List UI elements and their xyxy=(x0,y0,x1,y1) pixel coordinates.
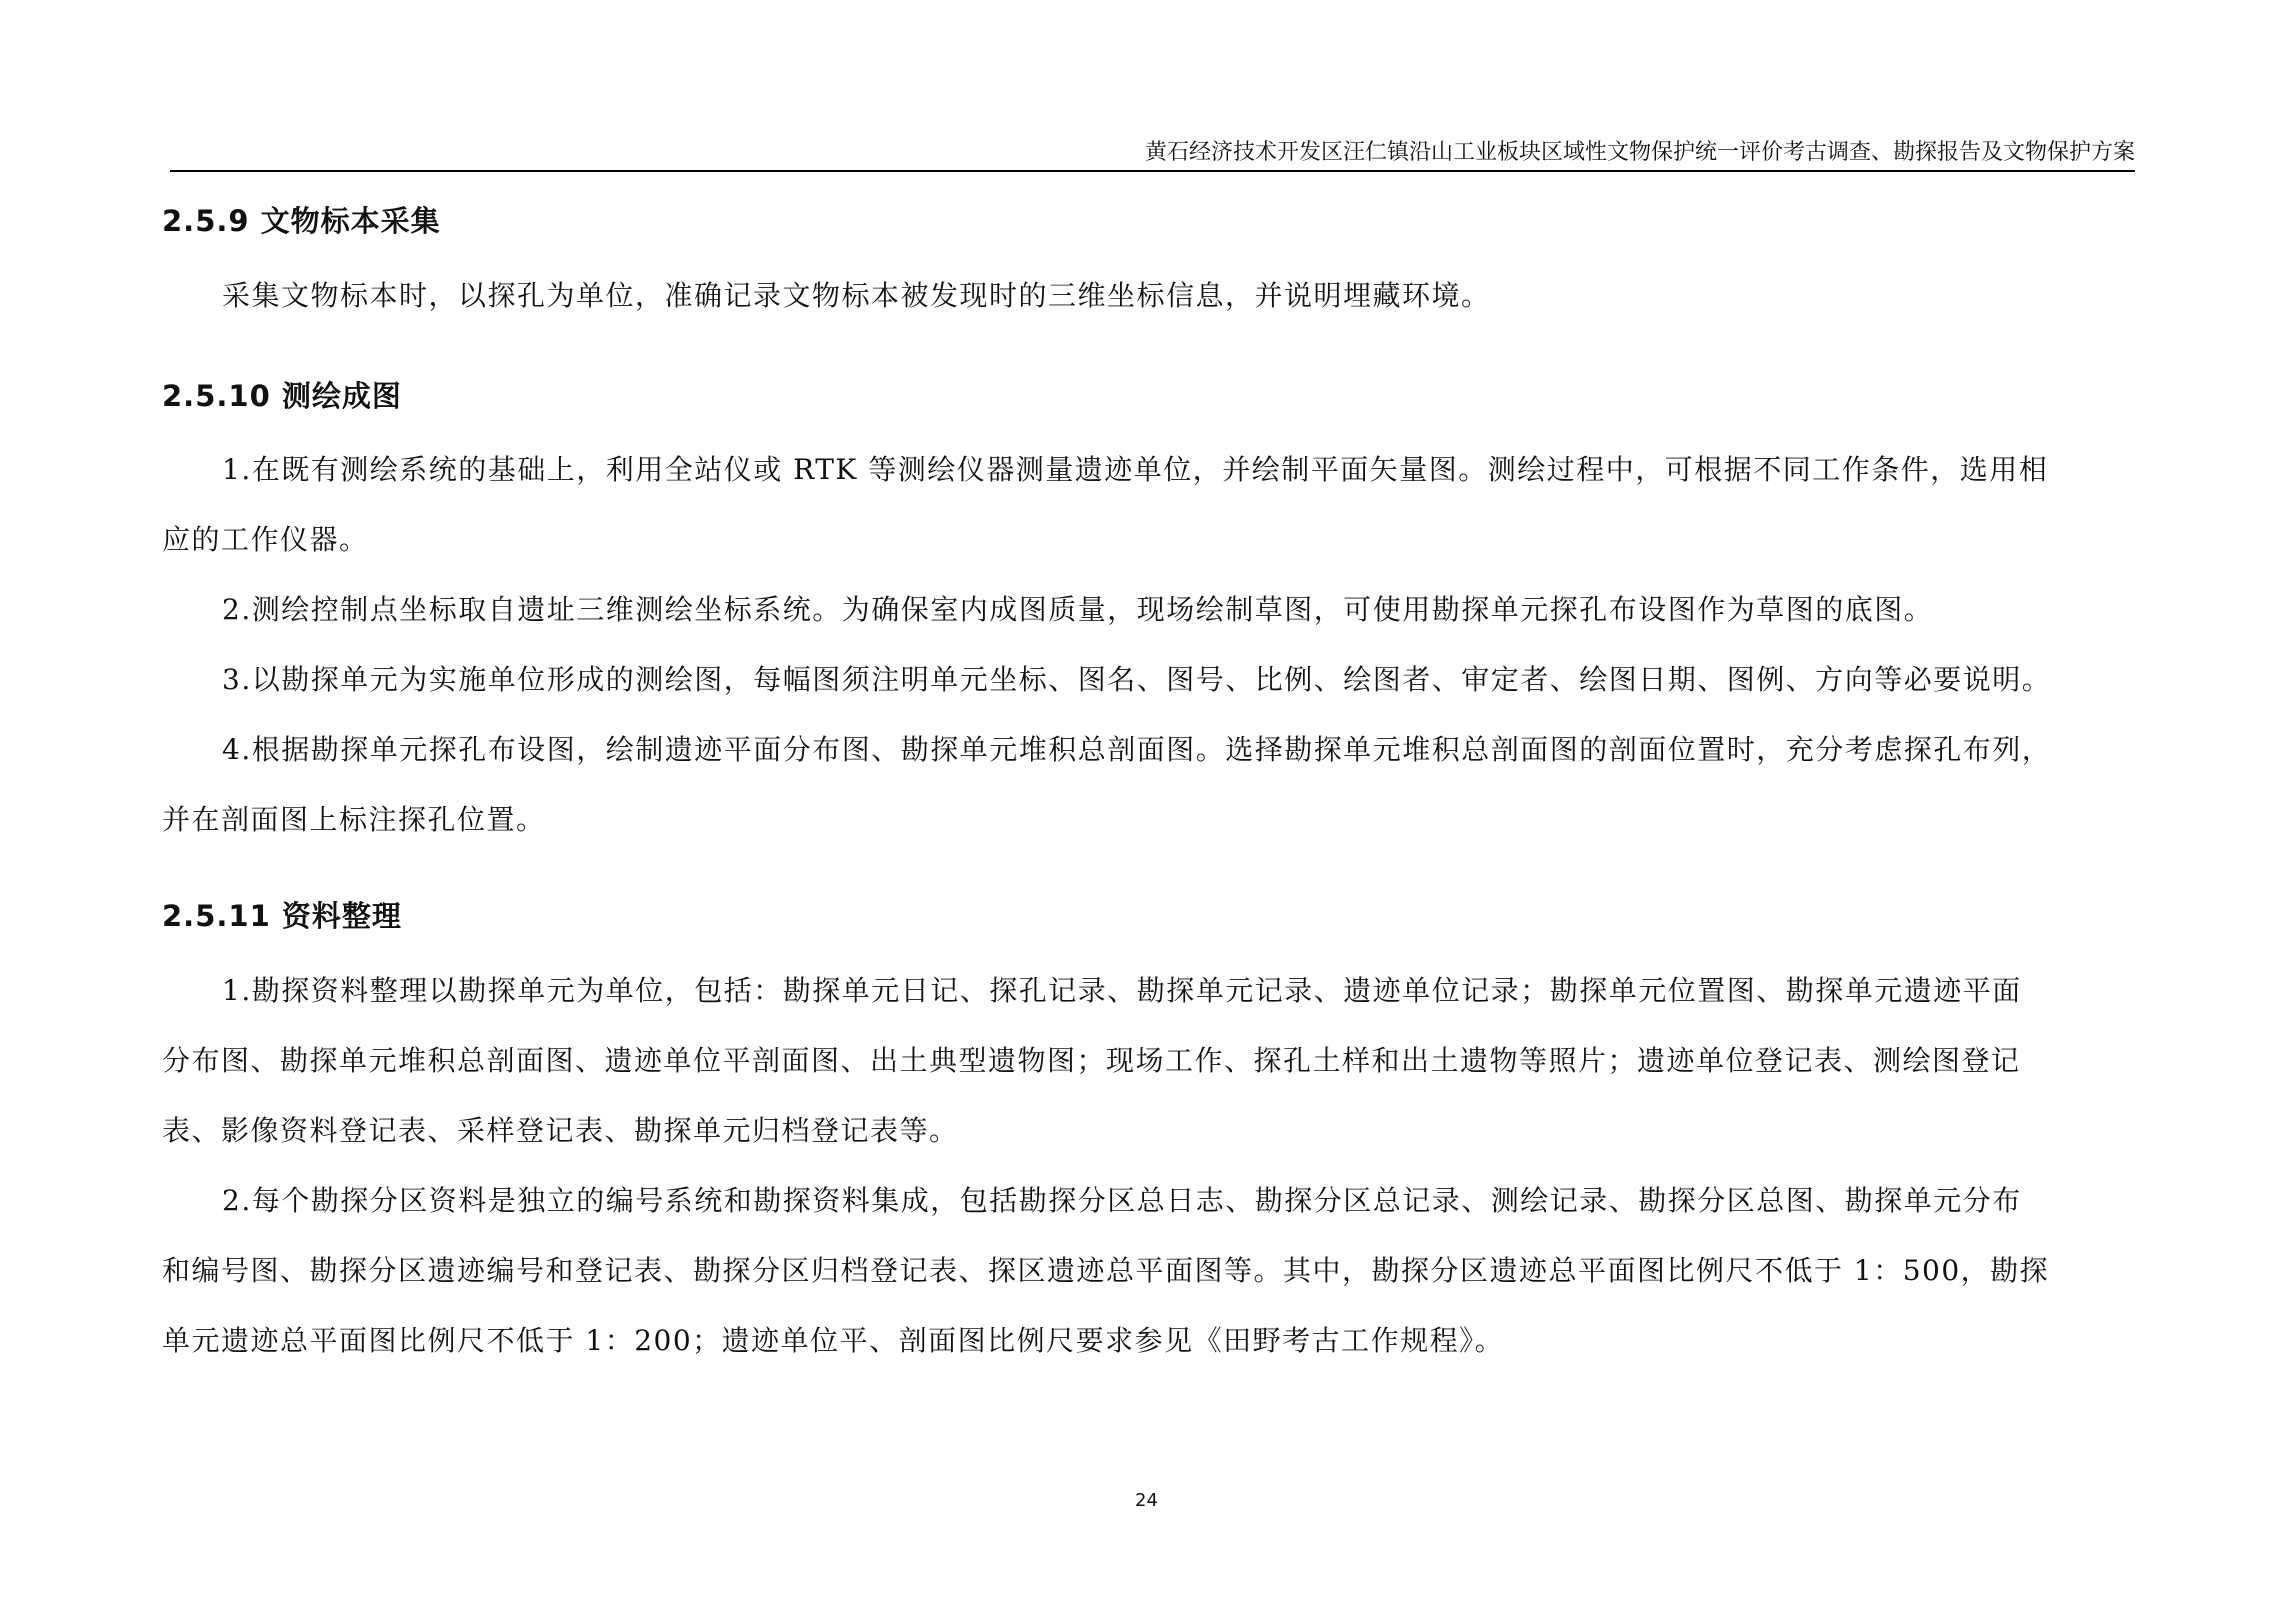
paragraph-line: 1.在既有测绘系统的基础上，利用全站仪或 RTK 等测绘仪器测量遗迹单位，并绘制平面矢量图。测绘过程中，可根据不同工作条件，选用相 xyxy=(222,453,2049,486)
paragraph-line: 3.以勘探单元为实施单位形成的测绘图，每幅图须注明单元坐标、图名、图号、比例、绘图者、审定者、绘图日期、图例、方向等必要说明。 xyxy=(222,663,2052,696)
paragraph-line: 2.每个勘探分区资料是独立的编号系统和勘探资料集成，包括勘探分区总日志、勘探分区总记录、测绘记录、勘探分区总图、勘探单元分布 xyxy=(222,1184,2022,1217)
paragraph-line: 1.勘探资料整理以勘探单元为单位，包括：勘探单元日记、探孔记录、勘探单元记录、遗迹单位记录；勘探单元位置图、勘探单元遗迹平面 xyxy=(222,974,2022,1007)
page-number: 24 xyxy=(1135,1490,1158,1511)
paragraph-line: 应的工作仪器。 xyxy=(162,523,369,556)
section-heading-2-5-11: 2.5.11 资料整理 xyxy=(162,899,402,933)
paragraph-line: 和编号图、勘探分区遗迹编号和登记表、勘探分区归档登记表、探区遗迹总平面图等。其中，勘探分区遗迹总平面图比例尺不低于 1：500，勘探 xyxy=(162,1254,2050,1287)
section-heading-2-5-9: 2.5.9 文物标本采集 xyxy=(162,204,441,238)
paragraph-line: 采集文物标本时，以探孔为单位，准确记录文物标本被发现时的三维坐标信息，并说明埋藏环境。 xyxy=(222,279,1491,312)
paragraph-line: 并在剖面图上标注探孔位置。 xyxy=(162,803,546,836)
header-title: 黄石经济技术开发区汪仁镇沿山工业板块区域性文物保护统一评价考古调查、勘探报告及文物保护方案 xyxy=(1144,140,2135,165)
paragraph-line: 单元遗迹总平面图比例尺不低于 1：200；遗迹单位平、剖面图比例尺要求参见《田野考古工作规程》。 xyxy=(162,1324,1505,1357)
paragraph-line: 4.根据勘探单元探孔布设图，绘制遗迹平面分布图、勘探单元堆积总剖面图。选择勘探单元堆积总剖面图的剖面位置时，充分考虑探孔布列， xyxy=(222,733,2052,766)
paragraph-line: 表、影像资料登记表、采样登记表、勘探单元归档登记表等。 xyxy=(162,1114,959,1147)
paragraph-line: 分布图、勘探单元堆积总剖面图、遗迹单位平剖面图、出土典型遗物图；现场工作、探孔土样和出土遗物等照片；遗迹单位登记表、测绘图登记 xyxy=(162,1044,2021,1077)
page-header xyxy=(170,140,2135,172)
section-heading-2-5-10: 2.5.10 测绘成图 xyxy=(162,379,402,413)
paragraph-line: 2.测绘控制点坐标取自遗址三维测绘坐标系统。为确保室内成图质量，现场绘制草图，可使用勘探单元探孔布设图作为草图的底图。 xyxy=(222,593,1934,626)
